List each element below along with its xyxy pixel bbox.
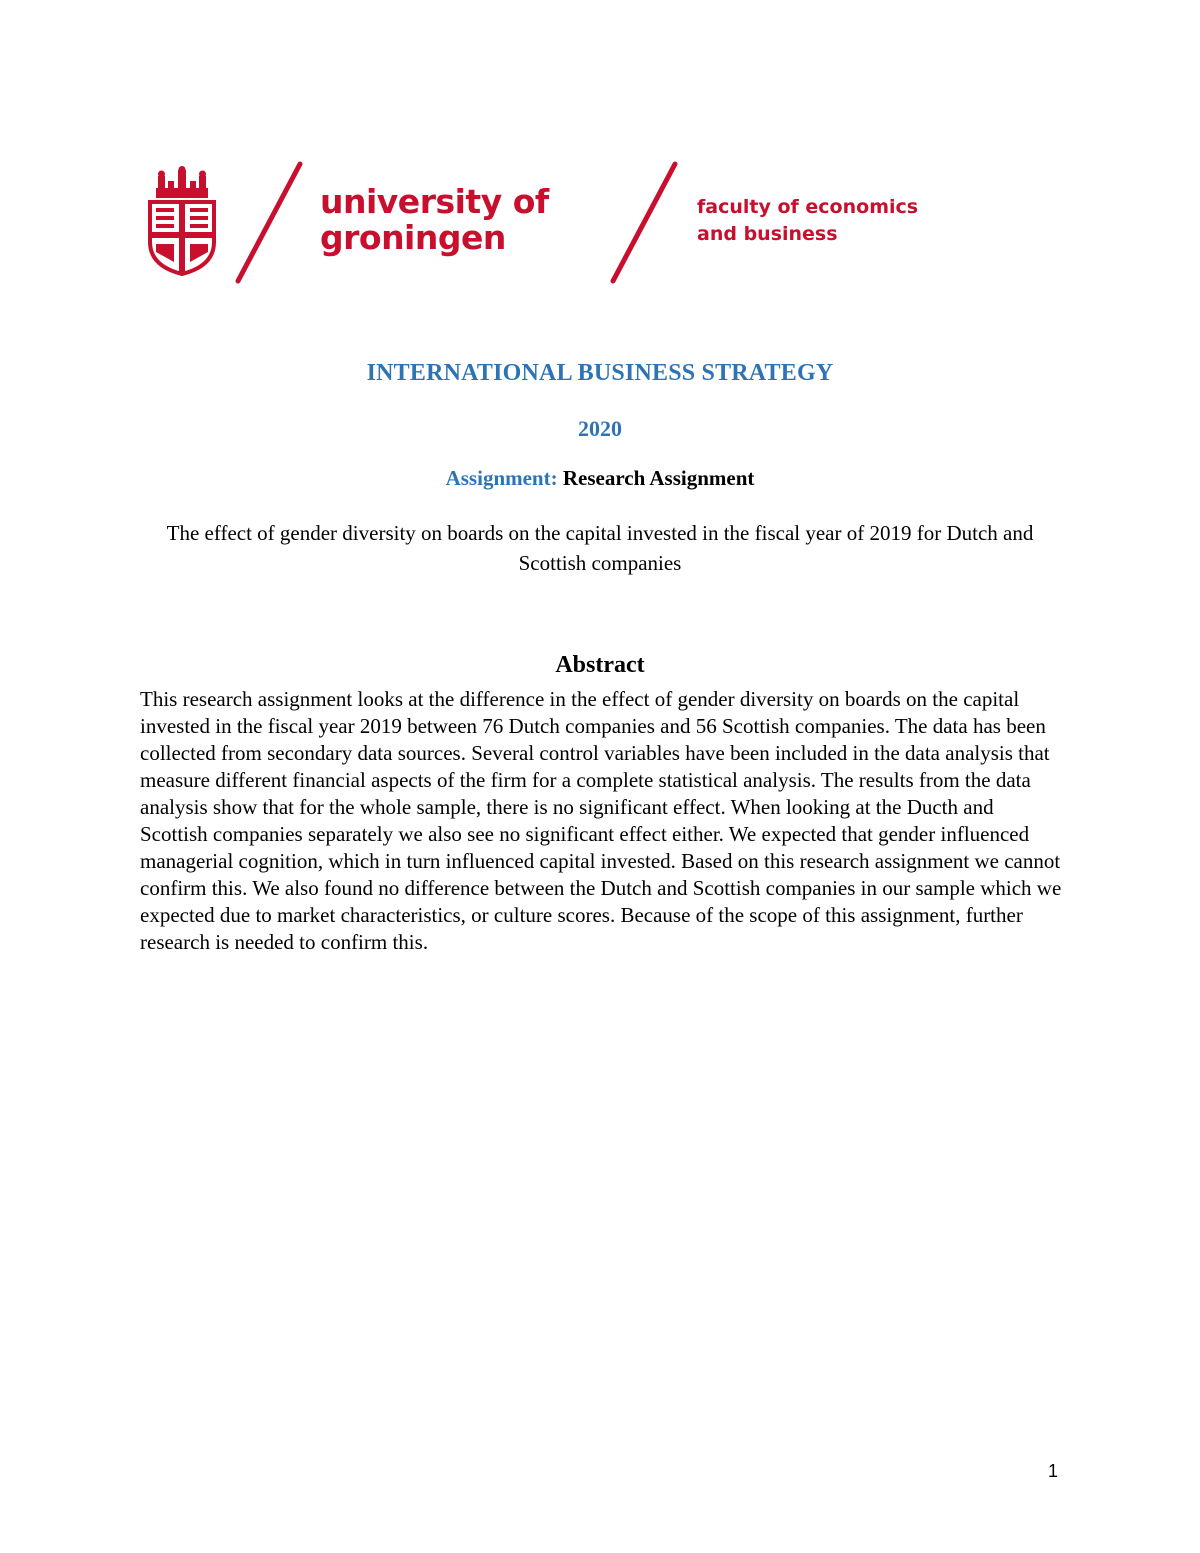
- university-logo-banner: [140, 160, 940, 290]
- assignment-label: Assignment:: [445, 466, 558, 490]
- university-name-line1: university of: [320, 182, 549, 221]
- university-name-line2: groningen: [320, 218, 506, 257]
- page-number: 1: [1047, 1461, 1058, 1481]
- course-year: 2020: [578, 416, 622, 441]
- faculty-name-line2: and business: [697, 223, 838, 245]
- logo-slash-icon: [605, 160, 685, 285]
- faculty-name-line1: faculty of economics: [697, 196, 919, 218]
- assignment-line: [0, 466, 1200, 491]
- university-name: [320, 184, 549, 256]
- university-crest-icon: [144, 166, 220, 276]
- research-subtitle: The effect of gender diversity on boards on the capital invested in the fiscal year of 2019 for Dutch and Scottish companies: [166, 521, 1034, 575]
- logo-slash-icon: [230, 160, 310, 285]
- abstract-heading: Abstract: [555, 652, 645, 678]
- course-title: INTERNATIONAL BUSINESS STRATEGY: [366, 360, 834, 386]
- abstract-body: This research assignment looks at the difference in the effect of gender diversity on boards on the capital invested in the fiscal year 2019 between 76 Dutch companies and 56 Scottish companies. The data has been collected from secondary data sources. Several control variables have been included in the data analysis that measure different financial aspects of the firm for a complete statistical analysis. The results from the data analysis show that for the whole sample, there is no significant effect. When looking at the Ducth and Scottish companies separately we also see no significant effect either. We expected that gender influenced managerial cognition, which in turn influenced capital invested. Based on this research assignment we cannot confirm this. We also found no difference between the Dutch and Scottish companies in our sample which we expected due to market characteristics, or culture scores. Because of the scope of this assignment, further research is needed to confirm this.: [140, 687, 1062, 954]
- assignment-value: Research Assignment: [562, 466, 755, 490]
- faculty-name: [697, 194, 918, 248]
